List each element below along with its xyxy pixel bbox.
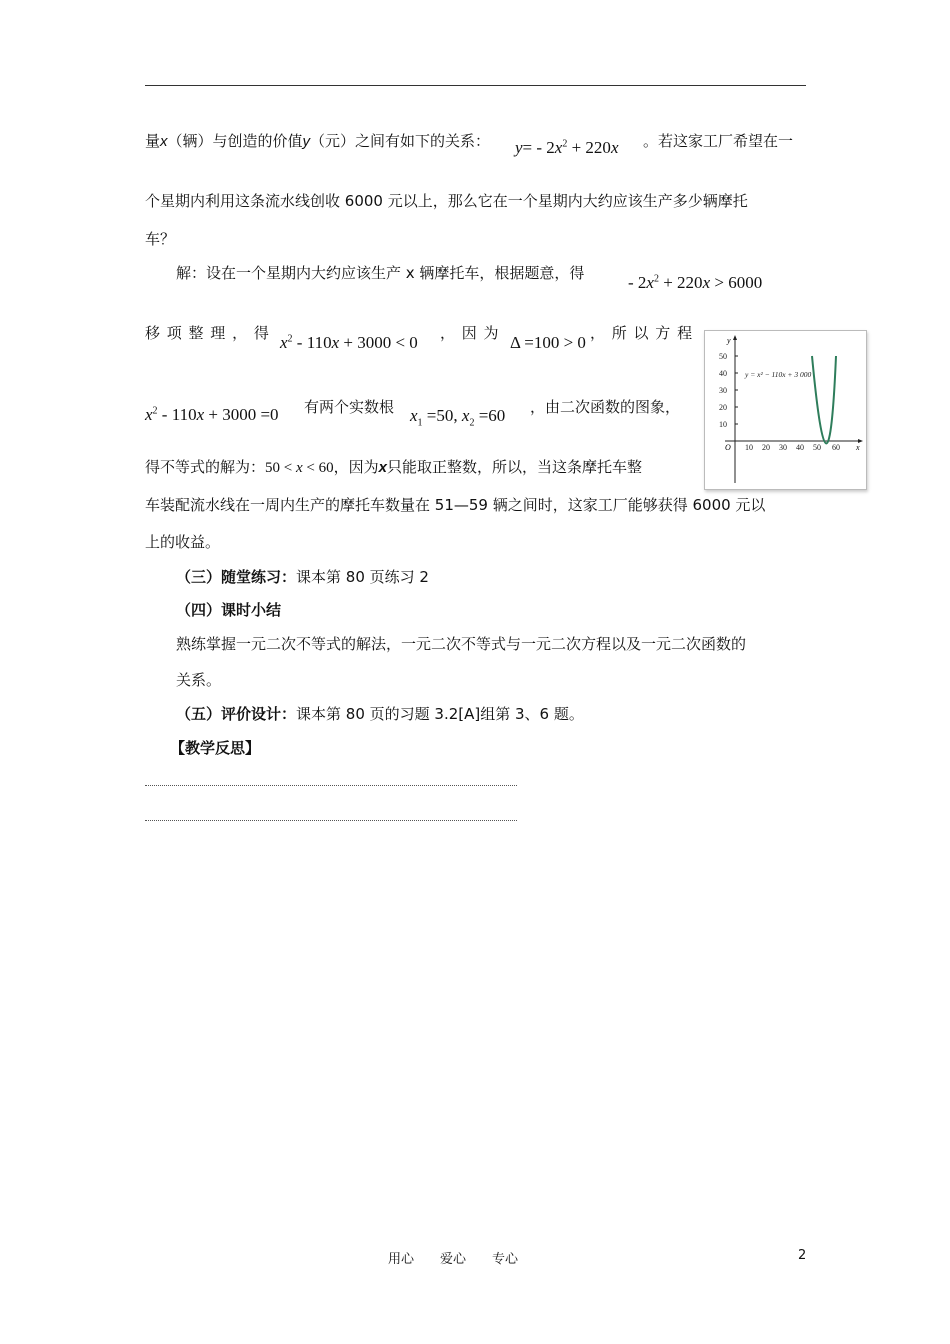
teaching-reflection: 【教学反思】 [170,739,261,757]
graph-formula: y = x² − 110x + 3 000 [745,370,812,379]
equation-value-relation: $y= - 2x^2 + 220x$ [515,138,619,157]
line-5-mid: ， 因 为 [440,324,500,342]
line-9: 上的收益。 [145,533,221,551]
x-tick-20: 20 [762,443,770,452]
header-rule [145,85,806,86]
section-summary-title: （四）课时小结 [176,601,282,619]
y-tick-50: 50 [719,352,727,361]
roots: $x_1 =50$, $x_2 =60$ [410,406,506,429]
line-7: 得不等式的解为：50 < x < 60，因为x只能取正整数，所以，当这条摩托车整 [145,458,642,476]
reflection-line-2 [145,820,517,821]
y-tick-30: 30 [719,386,727,395]
var-y: y [302,133,311,150]
line-8: 车装配流水线在一周内生产的摩托车数量在 51—59 辆之间时，这家工厂能够获得 6000 元以 [145,496,766,514]
line-5-end: ， 所 以 方 程 [590,324,694,342]
page-number: 2 [798,1248,807,1263]
solution-intro: 解：设在一个星期内大约应该生产 x 辆摩托车，根据题意，得 [176,264,585,282]
y-arrow [733,335,737,340]
line-3: 车？ [145,230,176,248]
reflection-line-1 [145,785,517,786]
inequality-reduced: $x^2 - 110x + 3000 < 0$ [280,333,418,352]
line-2: 个星期内利用这条流水线创收 6000 元以上，那么它在一个星期内大约应该生产多少辆摩托 [145,192,748,210]
var-x: x [160,133,168,150]
footer-motto: 用心 爱心 专心 [388,1252,519,1267]
discriminant: Δ =100 > 0 [510,333,586,352]
line-1 [145,130,490,151]
x-tick-10: 10 [745,443,753,452]
text: （元）之间有如下的关系： [310,132,491,150]
text: 量 [145,132,161,150]
parabola-graph [704,330,867,490]
equation-quadratic: $x^2 - 110x + 3000 =0$ [145,405,279,424]
summary-paragraph-1: 熟练掌握一元二次不等式的解法，一元二次不等式与一元二次方程以及一元二次函数的 [176,635,747,653]
x-tick-50: 50 [813,443,821,452]
y-tick-10: 10 [719,420,727,429]
line-1-end: 。若这家工厂希望在一 [643,132,794,150]
x-tick-60: 60 [832,443,840,452]
inequality-6000: - $2x^2 + 220x > 6000$ [628,273,763,292]
line-5-start: 移 项 整 理 ， 得 [145,324,270,342]
x-tick-40: 40 [796,443,804,452]
section-practice: （三）随堂练习：课本第 80 页练习 2 [176,568,429,586]
y-tick-20: 20 [719,403,727,412]
y-tick-40: 40 [719,369,727,378]
x-label: x [856,443,860,452]
line-6-end: ，由二次函数的图象， [530,398,681,416]
summary-paragraph-2: 关系。 [176,671,222,689]
y-label: y [727,336,731,345]
x-tick-30: 30 [779,443,787,452]
text: （辆）与创造的价值 [167,132,303,150]
line-6-mid: 有两个实数根 [304,398,395,416]
parabola-curve [812,356,836,444]
origin-label: O [725,443,731,452]
section-evaluation: （五）评价设计：课本第 80 页的习题 3.2[A]组第 3、6 题。 [176,705,584,723]
graph-svg [705,331,866,489]
